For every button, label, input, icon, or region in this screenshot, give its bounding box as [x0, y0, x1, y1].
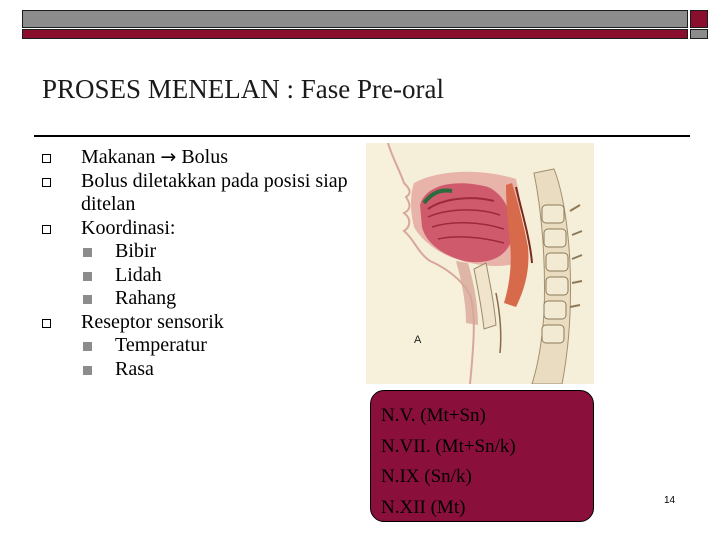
- sub-bullet-item: [40, 358, 350, 382]
- bullet-text: Reseptor sensorik: [81, 310, 224, 333]
- sub-bullet-item: [40, 264, 350, 288]
- top-gray-bar: [22, 10, 688, 28]
- hollow-square-bullet-icon: [42, 225, 51, 234]
- solid-square-bullet-icon: [83, 272, 92, 281]
- hollow-square-bullet-icon: [42, 154, 51, 163]
- top-gray-square: [690, 29, 708, 39]
- sub-bullet-text: Temperatur: [115, 334, 207, 356]
- hollow-square-bullet-icon: [42, 178, 51, 187]
- hollow-square-bullet-icon: [42, 319, 51, 328]
- title-divider: [34, 135, 690, 137]
- nerve-line: N.V. (Mt+Sn): [381, 405, 486, 426]
- slide-title: PROSES MENELAN : Fase Pre-oral: [42, 74, 444, 104]
- nerve-line: N.IX (Sn/k): [381, 466, 472, 487]
- bullet-item: [40, 146, 350, 170]
- page-number: 14: [664, 495, 676, 506]
- cranial-nerve-box: [370, 390, 594, 522]
- sub-bullet-text: Rasa: [115, 357, 154, 380]
- head-neck-anatomy-illustration: [366, 143, 594, 384]
- solid-square-bullet-icon: [83, 366, 92, 375]
- sub-bullet-text: Rahang: [115, 287, 177, 309]
- bullet-text-before: Makanan: [81, 146, 161, 168]
- bullet-list: [40, 146, 350, 381]
- bullet-text-after: Bolus: [176, 146, 229, 168]
- solid-square-bullet-icon: [83, 342, 92, 351]
- solid-square-bullet-icon: [83, 295, 92, 304]
- bullet-item: [40, 311, 350, 335]
- nerve-line: N.VII. (Mt+Sn/k): [381, 435, 516, 457]
- bullet-item: [40, 217, 350, 241]
- solid-square-bullet-icon: [83, 248, 92, 257]
- sub-bullet-item: [40, 240, 350, 264]
- right-arrow-icon: →: [160, 146, 177, 168]
- top-decor-band: [22, 10, 710, 40]
- sub-bullet-text: Lidah: [115, 263, 162, 286]
- sub-bullet-item: [40, 334, 350, 358]
- nerve-line: N.XII (Mt): [381, 496, 466, 518]
- sub-bullet-text: Bibir: [115, 240, 157, 262]
- bullet-text: Koordinasi:: [81, 216, 176, 239]
- sub-bullet-item: [40, 287, 350, 311]
- top-red-square: [690, 10, 708, 28]
- figure-label: A: [414, 334, 422, 346]
- head-neck-sagittal-anatomy-icon: [366, 143, 594, 384]
- bullet-item: [40, 170, 350, 217]
- bullet-text: Bolus diletakkan pada posisi siap ditelan: [81, 169, 348, 215]
- top-red-bar: [22, 29, 688, 39]
